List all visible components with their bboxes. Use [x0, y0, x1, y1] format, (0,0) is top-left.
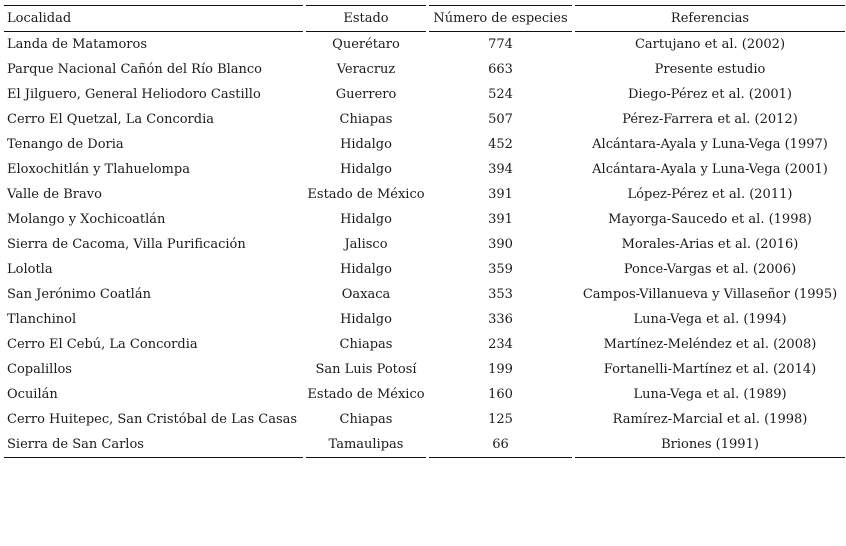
cell-state: Tamaulipas — [306, 432, 426, 458]
cell-reference: Ramírez-Marcial et al. (1998) — [612, 412, 808, 427]
cell-locality: Eloxochitlán y Tlahuelompa — [7, 162, 190, 177]
cell-species-count: 66 — [429, 432, 572, 458]
table-row — [4, 257, 845, 282]
cell-locality: Cerro Huitepec, San Cristóbal de Las Casas — [7, 412, 298, 427]
cell-reference: Ponce-Vargas et al. (2006) — [623, 262, 797, 277]
cell-locality: Lolotla — [7, 262, 53, 277]
cell-state: San Luis Potosí — [315, 362, 417, 377]
cell-locality: Tenango de Doria — [7, 137, 124, 152]
table-row — [4, 432, 845, 458]
table-row — [4, 407, 845, 432]
cell-state: Chiapas — [339, 337, 393, 352]
cell-locality: Copalillos — [7, 362, 72, 377]
cell-reference: López-Pérez et al. (2011) — [627, 187, 793, 202]
cell-state: Hidalgo — [340, 312, 392, 327]
table-row — [4, 382, 845, 407]
cell-state: Estado de México — [307, 187, 425, 202]
table-row — [4, 132, 845, 157]
cell-reference: Morales-Arias et al. (2016) — [621, 237, 799, 252]
cell-species-count: 391 — [488, 212, 513, 227]
cell-species-count: 394 — [488, 162, 513, 177]
header-row — [4, 5, 845, 32]
cell-locality: Cerro El Cebú, La Concordia — [7, 337, 198, 352]
cell-reference: Martínez-Meléndez et al. (2008) — [603, 337, 817, 352]
cell-reference: Pérez-Farrera et al. (2012) — [622, 112, 798, 127]
cell-species-count: 774 — [488, 37, 513, 52]
cell-state: Hidalgo — [340, 212, 392, 227]
cell-state: Oaxaca — [341, 287, 391, 302]
cell-species-count: 452 — [488, 137, 513, 152]
header-state: Estado — [306, 5, 426, 32]
cell-species-count: 359 — [488, 262, 513, 277]
cell-reference: Campos-Villanueva y Villaseñor (1995) — [582, 287, 838, 302]
table-row — [4, 232, 845, 257]
cell-reference: Cartujano et al. (2002) — [634, 37, 786, 52]
cell-reference: Diego-Pérez et al. (2001) — [627, 87, 792, 102]
cell-state: Querétaro — [332, 37, 400, 52]
cell-locality: Valle de Bravo — [7, 187, 102, 202]
cell-reference: Luna-Vega et al. (1994) — [633, 312, 787, 327]
cell-species-count: 391 — [488, 187, 513, 202]
cell-locality: Parque Nacional Cañón del Río Blanco — [7, 62, 263, 77]
cell-reference: Briones (1991) — [575, 432, 845, 458]
cell-locality: Sierra de Cacoma, Villa Purificación — [7, 237, 246, 252]
cell-species-count: 199 — [488, 362, 513, 377]
table-row — [4, 307, 845, 332]
cell-locality: El Jilguero, General Heliodoro Castillo — [7, 87, 261, 102]
table-row — [4, 107, 845, 132]
cell-species-count: 353 — [488, 287, 513, 302]
cell-state: Guerrero — [335, 87, 397, 102]
cell-reference: Fortanelli-Martínez et al. (2014) — [603, 362, 817, 377]
cell-reference: Luna-Vega et al. (1989) — [633, 387, 787, 402]
table-row — [4, 157, 845, 182]
header-locality: Localidad — [4, 5, 303, 32]
header-references: Referencias — [575, 5, 845, 32]
cell-locality: Molango y Xochicoatlán — [7, 212, 166, 227]
cell-state: Estado de México — [307, 387, 425, 402]
cell-species-count: 336 — [488, 312, 513, 327]
table-row — [4, 207, 845, 232]
table-row — [4, 282, 845, 307]
cell-species-count: 125 — [488, 412, 513, 427]
table-row — [4, 82, 845, 107]
cell-species-count: 663 — [488, 62, 513, 77]
cell-reference: Presente estudio — [654, 62, 766, 77]
cell-state: Chiapas — [339, 412, 393, 427]
table-row — [4, 357, 845, 382]
table-row — [4, 332, 845, 357]
cell-species-count: 507 — [488, 112, 513, 127]
cell-species-count: 524 — [488, 87, 513, 102]
cell-state: Chiapas — [339, 112, 393, 127]
cell-state: Hidalgo — [340, 162, 392, 177]
cell-species-count: 390 — [488, 237, 513, 252]
cell-locality: Tlanchinol — [7, 312, 77, 327]
table-row — [4, 57, 845, 82]
table-row — [4, 32, 845, 57]
cell-locality: Cerro El Quetzal, La Concordia — [7, 112, 214, 127]
cell-reference: Alcántara-Ayala y Luna-Vega (1997) — [592, 137, 828, 152]
cell-locality: Landa de Matamoros — [7, 37, 148, 52]
cell-state: Hidalgo — [340, 137, 392, 152]
cell-state: Hidalgo — [340, 262, 392, 277]
cell-locality: Ocuilán — [7, 387, 58, 402]
species-by-locality-table — [4, 5, 845, 458]
cell-locality: Sierra de San Carlos — [4, 432, 303, 458]
table-row — [4, 182, 845, 207]
cell-species-count: 160 — [488, 387, 513, 402]
cell-locality: San Jerónimo Coatlán — [7, 287, 151, 302]
cell-reference: Mayorga-Saucedo et al. (1998) — [608, 212, 812, 227]
header-species-count: Número de especies — [429, 5, 572, 32]
cell-species-count: 234 — [488, 337, 513, 352]
cell-state: Veracruz — [336, 62, 396, 77]
cell-reference: Alcántara-Ayala y Luna-Vega (2001) — [592, 162, 828, 177]
cell-state: Jalisco — [344, 237, 388, 252]
